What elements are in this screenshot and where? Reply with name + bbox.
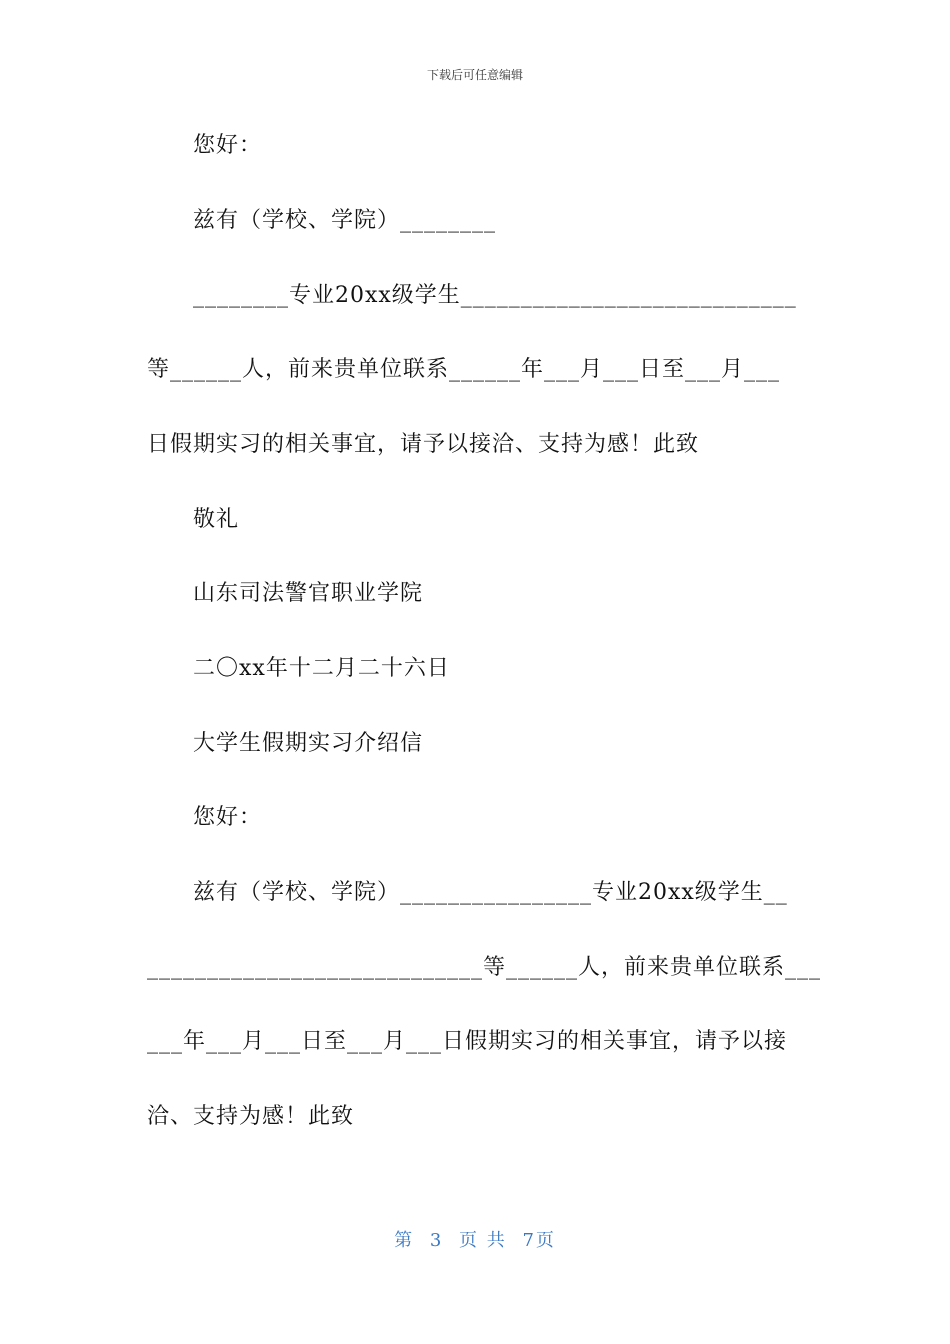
greeting-1: 您好：: [193, 133, 263, 158]
letter2-line-3: ___年___月___日至___月___日假期实习的相关事宜，请予以接: [147, 1029, 788, 1054]
letter1-line-2: ________专业20xx级学生____________________________: [193, 283, 797, 308]
header-note: 下载后可任意编辑: [426, 68, 523, 82]
footer-prefix: 第: [394, 1230, 415, 1251]
greeting-2: 您好：: [193, 805, 263, 830]
letter2-title: 大学生假期实习介绍信: [193, 731, 424, 756]
footer-total-pages: 7页: [522, 1230, 556, 1251]
letter1-line-3: 等______人，前来贵单位联系______年___月___日至___月___: [147, 357, 781, 382]
footer-current-page: 3: [429, 1230, 444, 1251]
signature-institution: 山东司法警官职业学院: [193, 581, 424, 606]
signature-date: 二〇xx年十二月二十六日: [193, 656, 450, 681]
footer-mid: 页 共: [459, 1230, 507, 1251]
letter2-line-1: 兹有（学校、学院）________________专业20xx级学生__: [193, 880, 788, 905]
letter1-line-4: 日假期实习的相关事宜，请予以接洽、支持为感！此致: [147, 432, 700, 457]
salutation-closing: 敬礼: [193, 507, 240, 532]
letter2-line-2: ____________________________等______人，前来贵单位联系___: [147, 955, 822, 980]
page-footer: [0, 1226, 950, 1252]
letter1-line-1: 兹有（学校、学院）________: [193, 208, 497, 233]
letter2-line-4: 洽、支持为感！此致: [147, 1104, 355, 1129]
